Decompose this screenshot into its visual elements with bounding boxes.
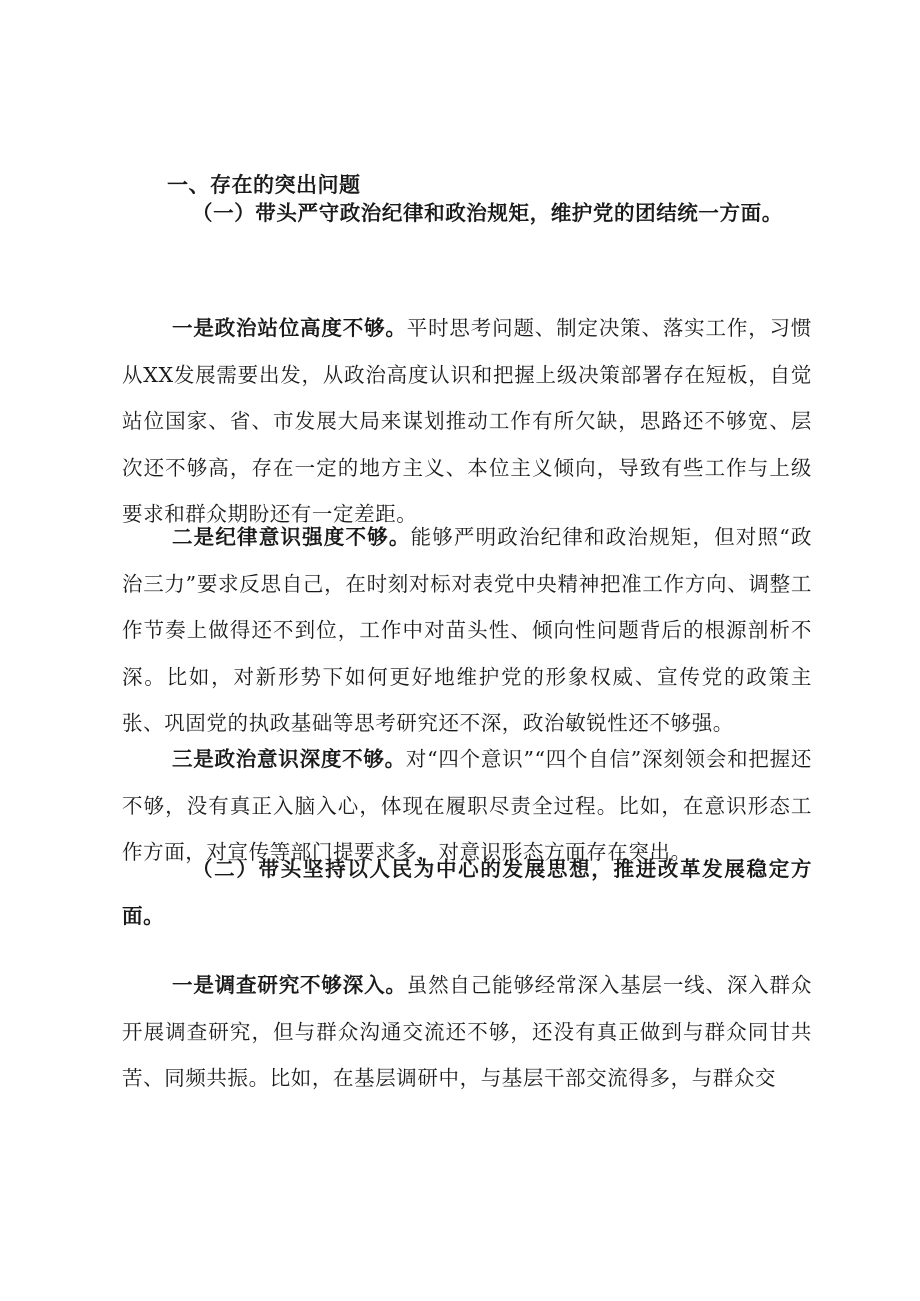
- paragraph-text: 平时思考问题、制定决策、落实工作，习惯从XX发展需要出发，从政治高度认识和把握上级决策部署存在短板，自觉站位国家、省、市发展大局来谋划推动工作有所欠缺，思路还不够宽、层次还不够高，存在一定的地方主义、本位主义倾向，导致有些工作与上级要求和群众期盼还有一定差距。: [122, 316, 812, 526]
- paragraph-lead: 一是调查研究不够深入。: [172, 973, 407, 997]
- paragraph-lead: 一是政治站位高度不够。: [172, 316, 407, 340]
- subsection-1: [122, 190, 812, 237]
- section-title: 一、存在的突出问题: [167, 173, 361, 197]
- subsection-heading: （一）带头严守政治纪律和政治规矩，维护党的团结统一方面。: [192, 201, 783, 225]
- paragraph-text: 对“四个意识”“四个自信”深刻领会和把握还不够，没有真正入脑入心，体现在履职尽责全过程。比如，在意识形态工作方面，对宣传等部门提要求多，对意识形态方面存在突出。: [122, 747, 812, 864]
- paragraph-text: 能够严明政治纪律和政治规矩，但对照“政治三力”要求反思自己，在时刻对标对表党中央精神把准工作方向、调整工作节奏上做得还不到位，工作中对苗头性、倾向性问题背后的根源剖析不深。比如，对新形势下如何更好地维护党的形象权威、宣传党的政策主张、巩固党的执政基础等思考研究还不深，政治敏锐性还不够强。: [122, 525, 812, 735]
- paragraph-text: 虽然自己能够经常深入基层一线、深入群众开展调查研究，但与群众沟通交流还不够，还没有真正做到与群众同甘共苦、同频共振。比如，在基层调研中，与基层干部交流得多，与群众交: [122, 973, 812, 1090]
- paragraph: [122, 305, 812, 538]
- subsection-heading: （二）带头坚持以人民为中心的发展思想，推进改革发展稳定方面。: [122, 857, 812, 928]
- paragraph-lead: 三是政治意识深度不够。: [172, 747, 406, 771]
- paragraph-lead: 二是纪律意识强度不够。: [172, 525, 411, 549]
- paragraph: [122, 514, 812, 747]
- subsection-2: [122, 846, 812, 939]
- paragraph-1-1: [122, 305, 812, 538]
- paragraph-2-1: [122, 962, 812, 1102]
- paragraph: [122, 962, 812, 1102]
- paragraph-1-2: [122, 514, 812, 747]
